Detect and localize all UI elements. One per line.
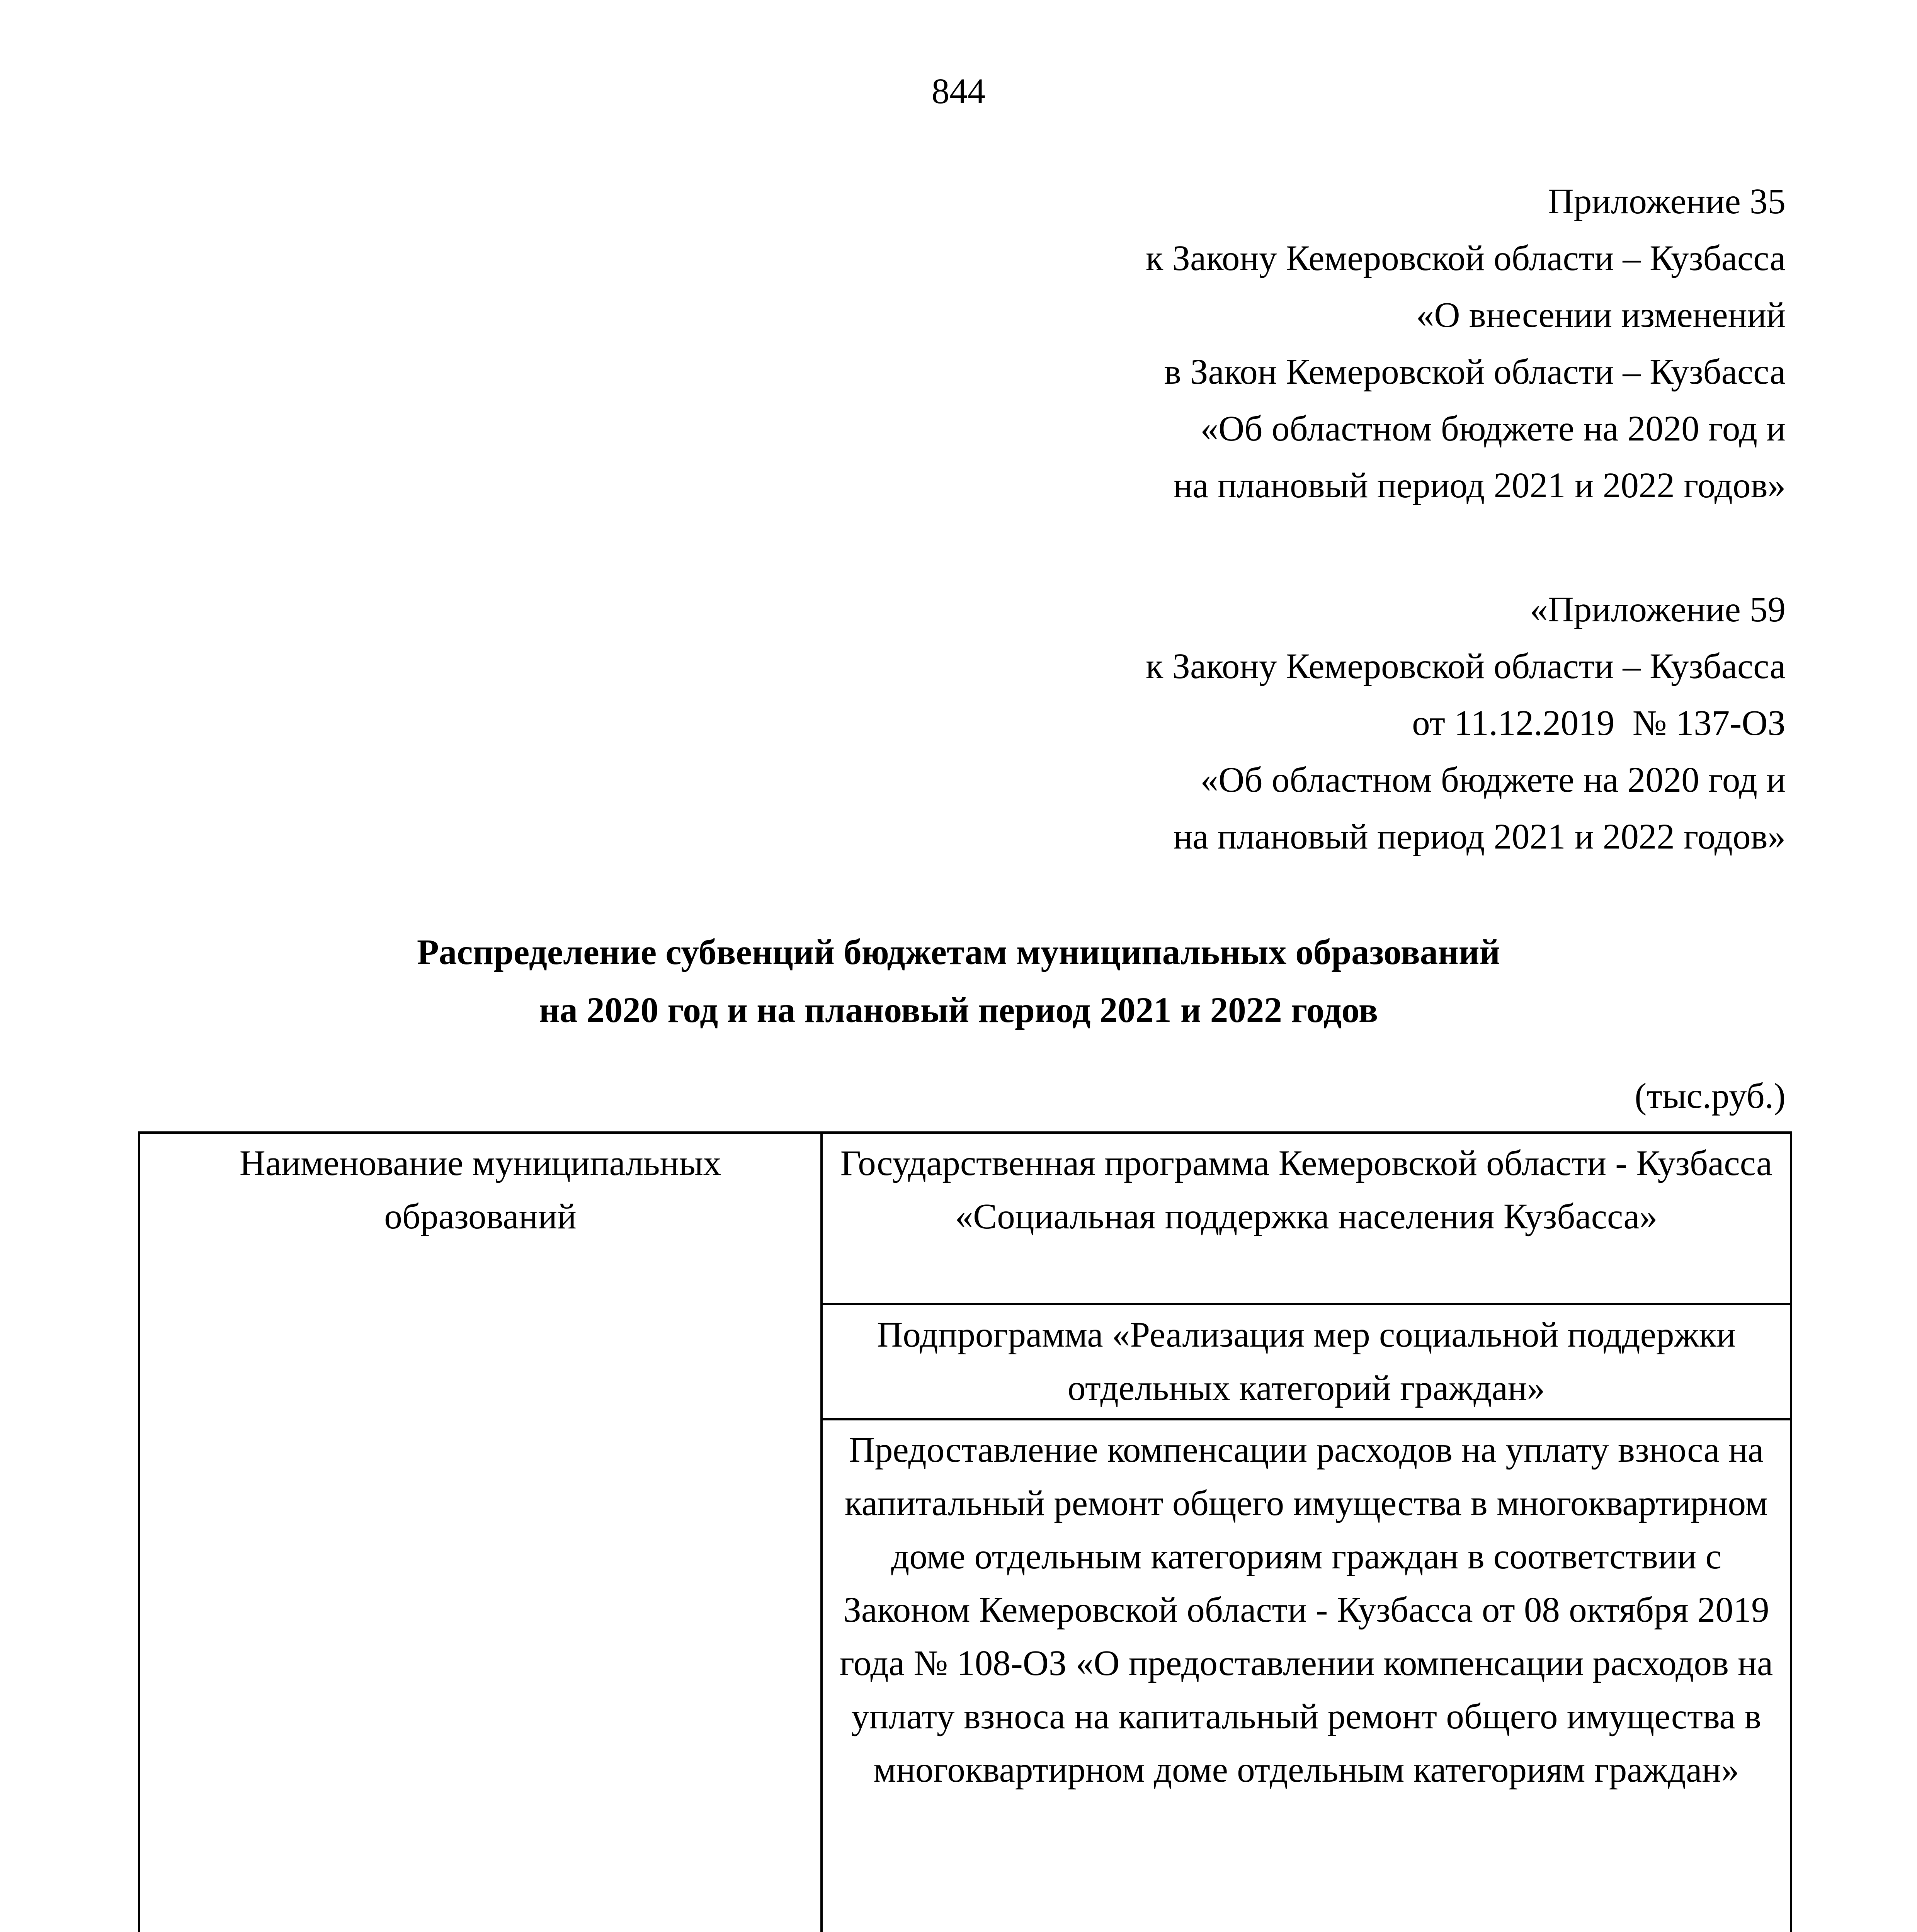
annex-59-line: к Закону Кемеровской области – Кузбасса	[1145, 646, 1786, 686]
annex-35-line: к Закону Кемеровской области – Кузбасса	[1145, 238, 1786, 278]
table-header-program-row	[139, 1133, 1791, 1304]
document-title-line-1: Распределение субвенций бюджетам муниципальных образований	[417, 932, 1500, 972]
annex-35-line: на плановый период 2021 и 2022 годов»	[1173, 466, 1786, 505]
annex-59-line: на плановый период 2021 и 2022 годов»	[1173, 817, 1786, 857]
header-name-column: Наименование муниципальных образований	[139, 1133, 822, 1932]
document-title-line-2: на 2020 год и на плановый период 2021 и 2022 годов	[539, 990, 1378, 1030]
annex-59-line: «Приложение 59	[1530, 590, 1786, 629]
header-measure: Предоставление компенсации расходов на уплату взноса на капитальный ремонт общего имущества в многоквартирном доме отдельным категориям граждан в соответствии с Законом Кемеровской области - Кузбасса от 08 октября 2019 года № 108-ОЗ «О предоставлении компенсации расходов на уплату взноса на капитальный ремонт общего имущества в многоквартирном доме отдельным категориям граждан»	[822, 1419, 1791, 1932]
document-title	[0, 923, 1917, 1039]
header-subprogram: Подпрограмма «Реализация мер социальной поддержки отдельных категорий граждан»	[822, 1304, 1791, 1419]
annex-35-line: в Закон Кемеровской области – Кузбасса	[1164, 352, 1786, 392]
annex-35-line: Приложение 35	[1548, 182, 1786, 221]
header-program: Государственная программа Кемеровской области - Кузбасса «Социальная поддержка населения Кузбасса»	[822, 1133, 1791, 1304]
annex-35-line: «Об областном бюджете на 2020 год и	[1200, 409, 1786, 449]
annex-59-header	[1146, 581, 1786, 865]
annex-59-line: от 11.12.2019 № 137-ОЗ	[1412, 703, 1786, 743]
units-label: (тыс.руб.)	[1635, 1076, 1786, 1116]
annex-59-line: «Об областном бюджете на 2020 год и	[1200, 760, 1786, 800]
subvention-table	[138, 1131, 1792, 1932]
page-number: 844	[931, 71, 986, 111]
annex-35-header	[1146, 173, 1786, 514]
annex-35-line: «О внесении изменений	[1416, 295, 1786, 335]
